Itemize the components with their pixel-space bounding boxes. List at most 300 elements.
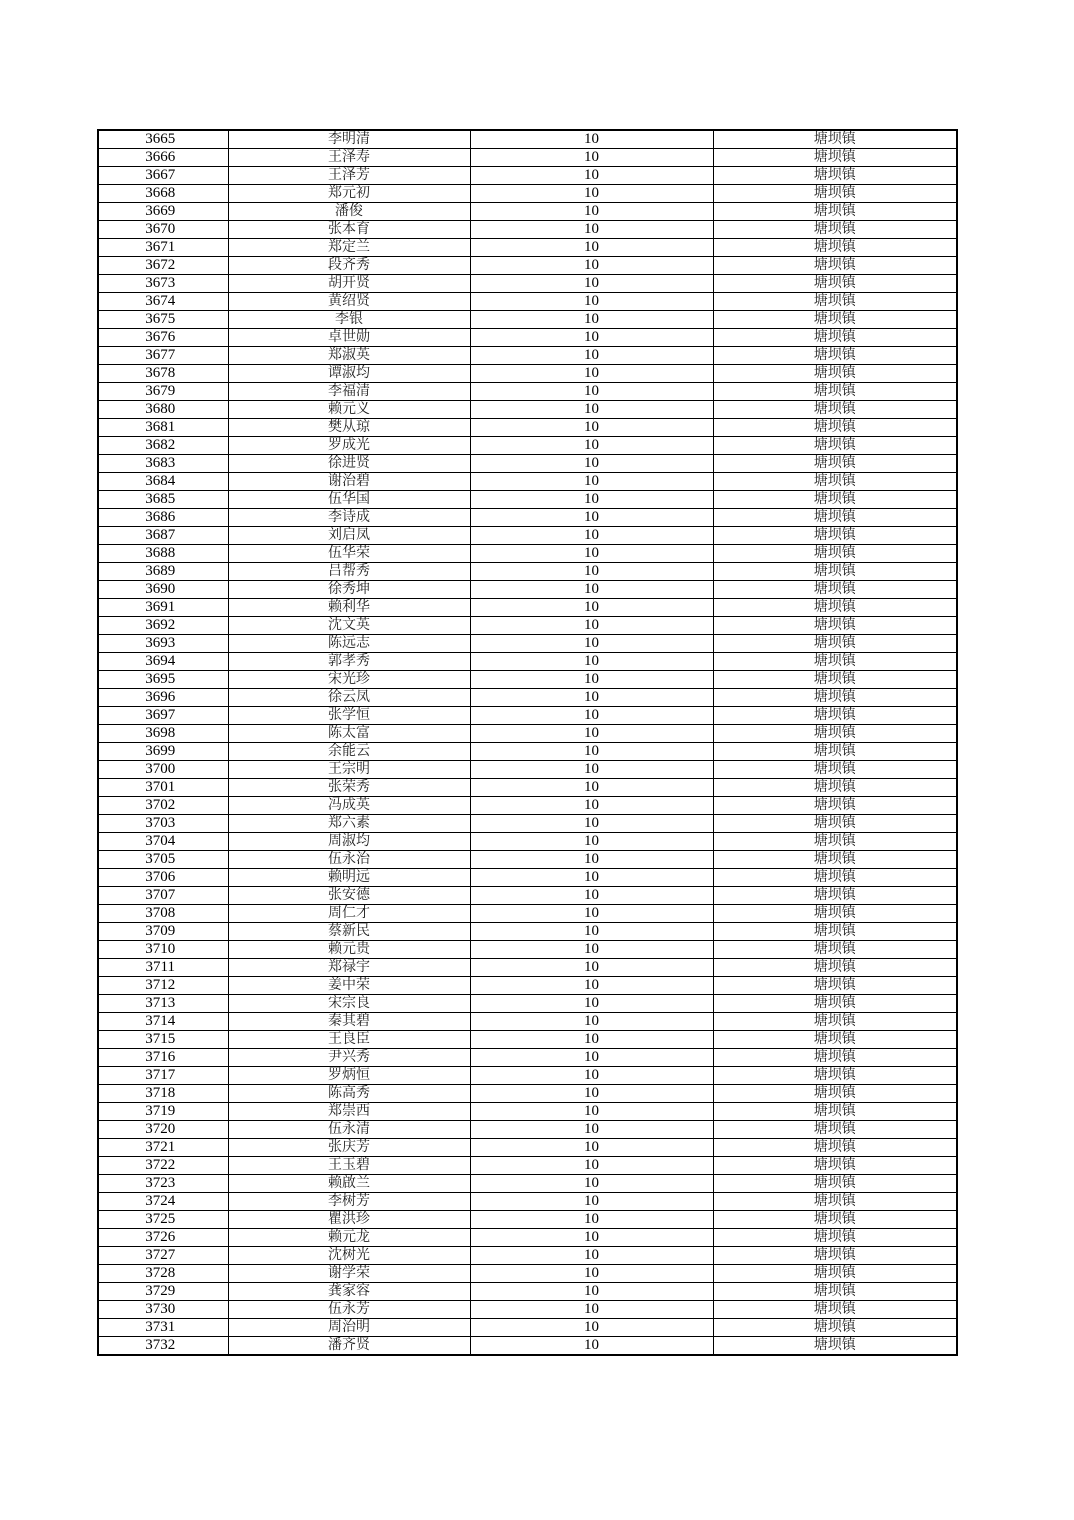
town-cell: 塘坝镇 xyxy=(713,130,957,149)
row-number-cell: 3731 xyxy=(98,1319,228,1337)
amount-cell: 10 xyxy=(470,743,713,761)
name-cell: 赖啟兰 xyxy=(228,1175,470,1193)
table-row xyxy=(98,851,957,869)
table-row xyxy=(98,1265,957,1283)
town-cell: 塘坝镇 xyxy=(713,1013,957,1031)
row-number-cell: 3674 xyxy=(98,293,228,311)
row-number-cell: 3684 xyxy=(98,473,228,491)
amount-cell: 10 xyxy=(470,905,713,923)
town-cell: 塘坝镇 xyxy=(713,1193,957,1211)
table-row xyxy=(98,923,957,941)
row-number-cell: 3719 xyxy=(98,1103,228,1121)
name-cell: 黄绍贤 xyxy=(228,293,470,311)
amount-cell: 10 xyxy=(470,1283,713,1301)
town-cell: 塘坝镇 xyxy=(713,365,957,383)
name-cell: 段齐秀 xyxy=(228,257,470,275)
table-row xyxy=(98,473,957,491)
row-number-cell: 3714 xyxy=(98,1013,228,1031)
table-row xyxy=(98,1229,957,1247)
name-cell: 卓世勋 xyxy=(228,329,470,347)
row-number-cell: 3716 xyxy=(98,1049,228,1067)
name-cell: 郑定兰 xyxy=(228,239,470,257)
amount-cell: 10 xyxy=(470,761,713,779)
amount-cell: 10 xyxy=(470,509,713,527)
amount-cell: 10 xyxy=(470,257,713,275)
table-row xyxy=(98,275,957,293)
amount-cell: 10 xyxy=(470,311,713,329)
table-row xyxy=(98,311,957,329)
amount-cell: 10 xyxy=(470,275,713,293)
town-cell: 塘坝镇 xyxy=(713,167,957,185)
row-number-cell: 3722 xyxy=(98,1157,228,1175)
row-number-cell: 3699 xyxy=(98,743,228,761)
table-row xyxy=(98,977,957,995)
table-row xyxy=(98,1121,957,1139)
name-cell: 余能云 xyxy=(228,743,470,761)
row-number-cell: 3698 xyxy=(98,725,228,743)
name-cell: 李树芳 xyxy=(228,1193,470,1211)
amount-cell: 10 xyxy=(470,1337,713,1356)
table-body xyxy=(98,130,957,1355)
amount-cell: 10 xyxy=(470,941,713,959)
town-cell: 塘坝镇 xyxy=(713,1085,957,1103)
town-cell: 塘坝镇 xyxy=(713,347,957,365)
name-cell: 谢治碧 xyxy=(228,473,470,491)
amount-cell: 10 xyxy=(470,635,713,653)
table-row xyxy=(98,887,957,905)
name-cell: 李诗成 xyxy=(228,509,470,527)
amount-cell: 10 xyxy=(470,1265,713,1283)
name-cell: 周仁才 xyxy=(228,905,470,923)
amount-cell: 10 xyxy=(470,239,713,257)
town-cell: 塘坝镇 xyxy=(713,1121,957,1139)
name-cell: 郑六素 xyxy=(228,815,470,833)
name-cell: 张庆芳 xyxy=(228,1139,470,1157)
town-cell: 塘坝镇 xyxy=(713,959,957,977)
name-cell: 张荣秀 xyxy=(228,779,470,797)
town-cell: 塘坝镇 xyxy=(713,311,957,329)
town-cell: 塘坝镇 xyxy=(713,185,957,203)
row-number-cell: 3675 xyxy=(98,311,228,329)
name-cell: 赖元义 xyxy=(228,401,470,419)
amount-cell: 10 xyxy=(470,707,713,725)
name-cell: 潘齐贤 xyxy=(228,1337,470,1356)
town-cell: 塘坝镇 xyxy=(713,257,957,275)
row-number-cell: 3685 xyxy=(98,491,228,509)
row-number-cell: 3694 xyxy=(98,653,228,671)
amount-cell: 10 xyxy=(470,149,713,167)
table-row xyxy=(98,563,957,581)
table-row xyxy=(98,167,957,185)
town-cell: 塘坝镇 xyxy=(713,851,957,869)
town-cell: 塘坝镇 xyxy=(713,1283,957,1301)
name-cell: 蔡新民 xyxy=(228,923,470,941)
row-number-cell: 3709 xyxy=(98,923,228,941)
amount-cell: 10 xyxy=(470,545,713,563)
amount-cell: 10 xyxy=(470,851,713,869)
amount-cell: 10 xyxy=(470,689,713,707)
town-cell: 塘坝镇 xyxy=(713,1265,957,1283)
town-cell: 塘坝镇 xyxy=(713,329,957,347)
table-row xyxy=(98,1319,957,1337)
row-number-cell: 3701 xyxy=(98,779,228,797)
name-cell: 沈树光 xyxy=(228,1247,470,1265)
amount-cell: 10 xyxy=(470,725,713,743)
amount-cell: 10 xyxy=(470,977,713,995)
table-row xyxy=(98,707,957,725)
name-cell: 尹兴秀 xyxy=(228,1049,470,1067)
amount-cell: 10 xyxy=(470,491,713,509)
name-cell: 王玉碧 xyxy=(228,1157,470,1175)
name-cell: 伍华荣 xyxy=(228,545,470,563)
amount-cell: 10 xyxy=(470,455,713,473)
table-row xyxy=(98,995,957,1013)
name-cell: 沈文英 xyxy=(228,617,470,635)
town-cell: 塘坝镇 xyxy=(713,941,957,959)
table-row xyxy=(98,959,957,977)
table-row xyxy=(98,689,957,707)
table-row xyxy=(98,1139,957,1157)
town-cell: 塘坝镇 xyxy=(713,437,957,455)
town-cell: 塘坝镇 xyxy=(713,1337,957,1356)
row-number-cell: 3700 xyxy=(98,761,228,779)
row-number-cell: 3706 xyxy=(98,869,228,887)
row-number-cell: 3717 xyxy=(98,1067,228,1085)
row-number-cell: 3683 xyxy=(98,455,228,473)
row-number-cell: 3681 xyxy=(98,419,228,437)
town-cell: 塘坝镇 xyxy=(713,293,957,311)
town-cell: 塘坝镇 xyxy=(713,527,957,545)
table-row xyxy=(98,509,957,527)
amount-cell: 10 xyxy=(470,401,713,419)
row-number-cell: 3676 xyxy=(98,329,228,347)
name-cell: 陈太富 xyxy=(228,725,470,743)
table-row xyxy=(98,1211,957,1229)
amount-cell: 10 xyxy=(470,329,713,347)
table-row xyxy=(98,779,957,797)
table-row xyxy=(98,1031,957,1049)
town-cell: 塘坝镇 xyxy=(713,743,957,761)
name-cell: 刘启凤 xyxy=(228,527,470,545)
name-cell: 王良臣 xyxy=(228,1031,470,1049)
name-cell: 郑淑英 xyxy=(228,347,470,365)
town-cell: 塘坝镇 xyxy=(713,1301,957,1319)
table-row xyxy=(98,491,957,509)
town-cell: 塘坝镇 xyxy=(713,869,957,887)
name-cell: 赖明远 xyxy=(228,869,470,887)
table-row xyxy=(98,1301,957,1319)
name-cell: 张本育 xyxy=(228,221,470,239)
town-cell: 塘坝镇 xyxy=(713,239,957,257)
amount-cell: 10 xyxy=(470,365,713,383)
row-number-cell: 3711 xyxy=(98,959,228,977)
amount-cell: 10 xyxy=(470,167,713,185)
town-cell: 塘坝镇 xyxy=(713,1175,957,1193)
town-cell: 塘坝镇 xyxy=(713,149,957,167)
table-row xyxy=(98,1283,957,1301)
name-cell: 李福清 xyxy=(228,383,470,401)
row-number-cell: 3697 xyxy=(98,707,228,725)
name-cell: 徐秀坤 xyxy=(228,581,470,599)
name-cell: 宋光珍 xyxy=(228,671,470,689)
amount-cell: 10 xyxy=(470,671,713,689)
table-row xyxy=(98,239,957,257)
name-cell: 徐云凤 xyxy=(228,689,470,707)
town-cell: 塘坝镇 xyxy=(713,401,957,419)
amount-cell: 10 xyxy=(470,563,713,581)
row-number-cell: 3687 xyxy=(98,527,228,545)
name-cell: 谢学荣 xyxy=(228,1265,470,1283)
name-cell: 谭淑均 xyxy=(228,365,470,383)
town-cell: 塘坝镇 xyxy=(713,563,957,581)
name-cell: 郑元初 xyxy=(228,185,470,203)
amount-cell: 10 xyxy=(470,1085,713,1103)
row-number-cell: 3682 xyxy=(98,437,228,455)
amount-cell: 10 xyxy=(470,923,713,941)
row-number-cell: 3665 xyxy=(98,130,228,149)
town-cell: 塘坝镇 xyxy=(713,1139,957,1157)
amount-cell: 10 xyxy=(470,1013,713,1031)
amount-cell: 10 xyxy=(470,815,713,833)
town-cell: 塘坝镇 xyxy=(713,761,957,779)
town-cell: 塘坝镇 xyxy=(713,491,957,509)
name-cell: 罗炳恒 xyxy=(228,1067,470,1085)
row-number-cell: 3692 xyxy=(98,617,228,635)
table-row xyxy=(98,419,957,437)
table-row xyxy=(98,1193,957,1211)
town-cell: 塘坝镇 xyxy=(713,923,957,941)
table-row xyxy=(98,329,957,347)
table-row xyxy=(98,635,957,653)
row-number-cell: 3713 xyxy=(98,995,228,1013)
amount-cell: 10 xyxy=(470,995,713,1013)
amount-cell: 10 xyxy=(470,130,713,149)
row-number-cell: 3704 xyxy=(98,833,228,851)
name-cell: 徐进贤 xyxy=(228,455,470,473)
name-cell: 姜中荣 xyxy=(228,977,470,995)
row-number-cell: 3723 xyxy=(98,1175,228,1193)
name-cell: 伍永芳 xyxy=(228,1301,470,1319)
row-number-cell: 3686 xyxy=(98,509,228,527)
table-row xyxy=(98,185,957,203)
amount-cell: 10 xyxy=(470,473,713,491)
amount-cell: 10 xyxy=(470,653,713,671)
name-cell: 罗成光 xyxy=(228,437,470,455)
table-row xyxy=(98,725,957,743)
town-cell: 塘坝镇 xyxy=(713,1103,957,1121)
row-number-cell: 3696 xyxy=(98,689,228,707)
row-number-cell: 3695 xyxy=(98,671,228,689)
table-row xyxy=(98,761,957,779)
amount-cell: 10 xyxy=(470,1067,713,1085)
table-row xyxy=(98,671,957,689)
row-number-cell: 3732 xyxy=(98,1337,228,1356)
amount-cell: 10 xyxy=(470,887,713,905)
table-row xyxy=(98,257,957,275)
amount-cell: 10 xyxy=(470,1031,713,1049)
table-row xyxy=(98,401,957,419)
amount-cell: 10 xyxy=(470,959,713,977)
name-cell: 伍永治 xyxy=(228,851,470,869)
row-number-cell: 3673 xyxy=(98,275,228,293)
town-cell: 塘坝镇 xyxy=(713,1157,957,1175)
table-row xyxy=(98,437,957,455)
amount-cell: 10 xyxy=(470,869,713,887)
amount-cell: 10 xyxy=(470,185,713,203)
name-cell: 郑禄宇 xyxy=(228,959,470,977)
town-cell: 塘坝镇 xyxy=(713,671,957,689)
row-number-cell: 3703 xyxy=(98,815,228,833)
row-number-cell: 3707 xyxy=(98,887,228,905)
name-cell: 王宗明 xyxy=(228,761,470,779)
amount-cell: 10 xyxy=(470,617,713,635)
town-cell: 塘坝镇 xyxy=(713,203,957,221)
table-row xyxy=(98,1337,957,1356)
name-cell: 赖利华 xyxy=(228,599,470,617)
amount-cell: 10 xyxy=(470,1247,713,1265)
table-row xyxy=(98,347,957,365)
name-cell: 伍永清 xyxy=(228,1121,470,1139)
town-cell: 塘坝镇 xyxy=(713,509,957,527)
amount-cell: 10 xyxy=(470,1319,713,1337)
amount-cell: 10 xyxy=(470,797,713,815)
table-row xyxy=(98,545,957,563)
table-row xyxy=(98,130,957,149)
table-row xyxy=(98,383,957,401)
name-cell: 周淑均 xyxy=(228,833,470,851)
amount-cell: 10 xyxy=(470,1193,713,1211)
name-cell: 秦其碧 xyxy=(228,1013,470,1031)
row-number-cell: 3718 xyxy=(98,1085,228,1103)
town-cell: 塘坝镇 xyxy=(713,473,957,491)
table-row xyxy=(98,1247,957,1265)
row-number-cell: 3680 xyxy=(98,401,228,419)
row-number-cell: 3670 xyxy=(98,221,228,239)
row-number-cell: 3688 xyxy=(98,545,228,563)
town-cell: 塘坝镇 xyxy=(713,419,957,437)
town-cell: 塘坝镇 xyxy=(713,833,957,851)
town-cell: 塘坝镇 xyxy=(713,887,957,905)
table-row xyxy=(98,1085,957,1103)
town-cell: 塘坝镇 xyxy=(713,455,957,473)
name-cell: 吕帮秀 xyxy=(228,563,470,581)
table-row xyxy=(98,617,957,635)
amount-cell: 10 xyxy=(470,347,713,365)
name-cell: 张学恒 xyxy=(228,707,470,725)
table-row xyxy=(98,941,957,959)
table-row xyxy=(98,869,957,887)
row-number-cell: 3667 xyxy=(98,167,228,185)
name-cell: 陈远志 xyxy=(228,635,470,653)
row-number-cell: 3672 xyxy=(98,257,228,275)
town-cell: 塘坝镇 xyxy=(713,797,957,815)
table-row xyxy=(98,1067,957,1085)
row-number-cell: 3715 xyxy=(98,1031,228,1049)
town-cell: 塘坝镇 xyxy=(713,1247,957,1265)
name-cell: 郑崇西 xyxy=(228,1103,470,1121)
row-number-cell: 3702 xyxy=(98,797,228,815)
row-number-cell: 3693 xyxy=(98,635,228,653)
table-row xyxy=(98,833,957,851)
table-row xyxy=(98,1157,957,1175)
table-row xyxy=(98,743,957,761)
row-number-cell: 3728 xyxy=(98,1265,228,1283)
town-cell: 塘坝镇 xyxy=(713,725,957,743)
name-cell: 陈高秀 xyxy=(228,1085,470,1103)
town-cell: 塘坝镇 xyxy=(713,815,957,833)
name-cell: 宋宗良 xyxy=(228,995,470,1013)
row-number-cell: 3678 xyxy=(98,365,228,383)
amount-cell: 10 xyxy=(470,581,713,599)
amount-cell: 10 xyxy=(470,293,713,311)
row-number-cell: 3668 xyxy=(98,185,228,203)
row-number-cell: 3671 xyxy=(98,239,228,257)
table-row xyxy=(98,905,957,923)
table-row xyxy=(98,653,957,671)
town-cell: 塘坝镇 xyxy=(713,545,957,563)
row-number-cell: 3724 xyxy=(98,1193,228,1211)
row-number-cell: 3727 xyxy=(98,1247,228,1265)
town-cell: 塘坝镇 xyxy=(713,1049,957,1067)
name-cell: 李银 xyxy=(228,311,470,329)
town-cell: 塘坝镇 xyxy=(713,707,957,725)
town-cell: 塘坝镇 xyxy=(713,977,957,995)
row-number-cell: 3690 xyxy=(98,581,228,599)
table-row xyxy=(98,293,957,311)
row-number-cell: 3689 xyxy=(98,563,228,581)
amount-cell: 10 xyxy=(470,437,713,455)
row-number-cell: 3725 xyxy=(98,1211,228,1229)
table-row xyxy=(98,221,957,239)
row-number-cell: 3666 xyxy=(98,149,228,167)
row-number-cell: 3669 xyxy=(98,203,228,221)
town-cell: 塘坝镇 xyxy=(713,653,957,671)
name-cell: 王泽芳 xyxy=(228,167,470,185)
name-cell: 郭孝秀 xyxy=(228,653,470,671)
amount-cell: 10 xyxy=(470,1211,713,1229)
name-cell: 赖元贵 xyxy=(228,941,470,959)
name-cell: 龚家容 xyxy=(228,1283,470,1301)
town-cell: 塘坝镇 xyxy=(713,779,957,797)
table-row xyxy=(98,365,957,383)
amount-cell: 10 xyxy=(470,383,713,401)
row-number-cell: 3691 xyxy=(98,599,228,617)
town-cell: 塘坝镇 xyxy=(713,995,957,1013)
row-number-cell: 3721 xyxy=(98,1139,228,1157)
row-number-cell: 3730 xyxy=(98,1301,228,1319)
row-number-cell: 3708 xyxy=(98,905,228,923)
amount-cell: 10 xyxy=(470,833,713,851)
name-cell: 潘俊 xyxy=(228,203,470,221)
table-row xyxy=(98,815,957,833)
town-cell: 塘坝镇 xyxy=(713,1229,957,1247)
amount-cell: 10 xyxy=(470,1049,713,1067)
amount-cell: 10 xyxy=(470,599,713,617)
amount-cell: 10 xyxy=(470,1103,713,1121)
town-cell: 塘坝镇 xyxy=(713,1031,957,1049)
town-cell: 塘坝镇 xyxy=(713,275,957,293)
name-cell: 王泽寿 xyxy=(228,149,470,167)
town-cell: 塘坝镇 xyxy=(713,221,957,239)
town-cell: 塘坝镇 xyxy=(713,599,957,617)
row-number-cell: 3720 xyxy=(98,1121,228,1139)
amount-cell: 10 xyxy=(470,527,713,545)
table-row xyxy=(98,1103,957,1121)
town-cell: 塘坝镇 xyxy=(713,581,957,599)
town-cell: 塘坝镇 xyxy=(713,635,957,653)
row-number-cell: 3726 xyxy=(98,1229,228,1247)
table-row xyxy=(98,1175,957,1193)
